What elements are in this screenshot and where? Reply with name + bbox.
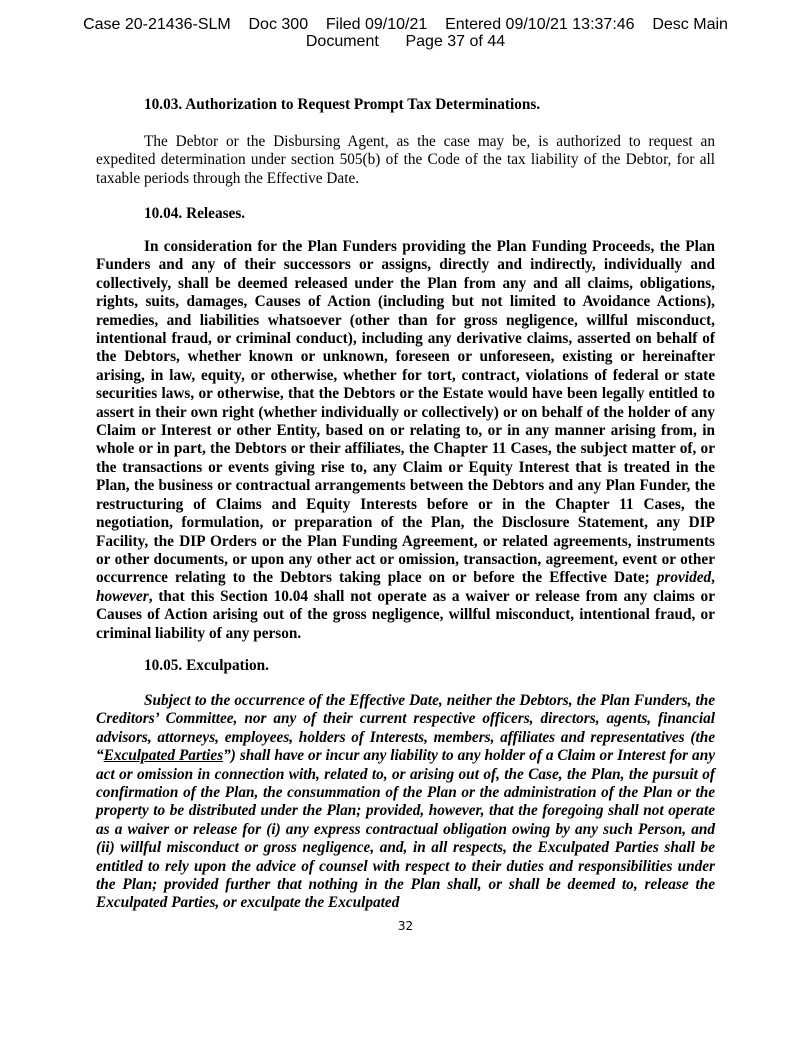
exculpation-text-b: ”) shall have or incur any liability to any holder of a Claim or Interest for any act or omission in connection with, related to, or arising out of, the Case, the Plan, the pursuit of confirmation of the Plan, the consummation of the Plan or the administration of the Plan or the property to be distributed under the Plan; provided, however, that the foregoing shall not operate as a waiver or release for (i) any express contractual obligation owing by any such Person, and (ii) willful misconduct or gross negligence, and, in all respects, the Exculpated Parties shall be entitled to rely upon the advice of counsel with respect to their duties and responsibilities under the Plan; provided further that nothing in the Plan shall, or shall be deemed to, release the Exculpated Parties, or exculpate the Exculpated: [96, 747, 715, 912]
section-10-03-heading: 10.03. Authorization to Request Prompt Tax Determinations.: [144, 96, 541, 113]
releases-text-a: In consideration for the Plan Funders providing the Plan Funding Proceeds, the Plan Funders and any of their successors or assigns, directly and indirectly, individually and collectively, shall be deemed released under the Plan from any and all claims, obligations, rights, suits, damages, Causes of Action (including but not limited to Avoidance Actions), remedies, and liabilities whatsoever (other than for gross negligence, willful misconduct, intentional fraud, or criminal conduct), including any derivative claims, asserted on behalf of the Debtors, whether known or unknown, foreseen or unforeseen, existing or hereinafter arising, in law, equity, or otherwise, whether for tort, contract, violations of federal or state securities laws, or otherwise, that the Debtors or the Estate would have been legally entitled to assert in their own right (whether individually or collectively) or on behalf of the holder of any Claim or Interest or other Entity, based on or relating to, or in any manner arising from, in whole or in part, the Debtors or their affiliates, the Chapter 11 Cases, the subject matter of, or the transactions or events giving rise to, any Claim or Equity Interest that is treated in the Plan, the business or contractual arrangements between the Debtors and any Plan Funder, the restructuring of Claims and Equity Interests before or in the Chapter 11 Cases, the negotiation, formulation, or preparation of the Plan, the Disclosure Statement, any DIP Facility, the DIP Orders or the Plan Funding Agreement, or related agreements, instruments or other documents, or upon any other act or omission, transaction, agreement, event or other occurrence relating to the Debtors taking place on or before the Effective Date;: [96, 238, 715, 587]
section-10-04-paragraph: [96, 238, 715, 643]
section-10-04-heading: 10.04. Releases.: [144, 205, 246, 222]
page-number: 32: [397, 919, 414, 933]
exculpation-text-a: Subject to the occurrence of the Effective Date, neither the Debtors, the Plan Funders, the Creditors’ Committee, nor any of their current respective officers, directors, agents, financial advisors, attorneys, employees, holders of Interests, members, affiliates and representatives (the “: [96, 692, 715, 765]
case-header-page-line: Document Page 37 of 44: [305, 33, 506, 50]
case-header-line: Case 20-21436-SLM Doc 300 Filed 09/10/21 Entered 09/10/21 13:37:46 Desc Main: [83, 16, 728, 33]
exculpated-parties-term: Exculpated Parties: [103, 747, 224, 765]
section-10-05-paragraph: [96, 692, 715, 913]
releases-text-b: , that this Section 10.04 shall not operate as a waiver or release from any claims or Causes of Action arising out of the gross negligence, willful misconduct, intentional fraud, or criminal liability of any person.: [96, 587, 715, 642]
releases-however: however: [96, 587, 149, 605]
section-10-05-heading: 10.05. Exculpation.: [144, 657, 269, 674]
releases-comma: ,: [711, 569, 715, 587]
releases-provided: provided: [656, 569, 712, 587]
section-10-03-paragraph: The Debtor or the Disbursing Agent, as the case may be, is authorized to request an expedited determination under section 505(b) of the Code of the tax liability of the Debtor, for all taxable periods through the Effective Date.: [96, 133, 715, 187]
